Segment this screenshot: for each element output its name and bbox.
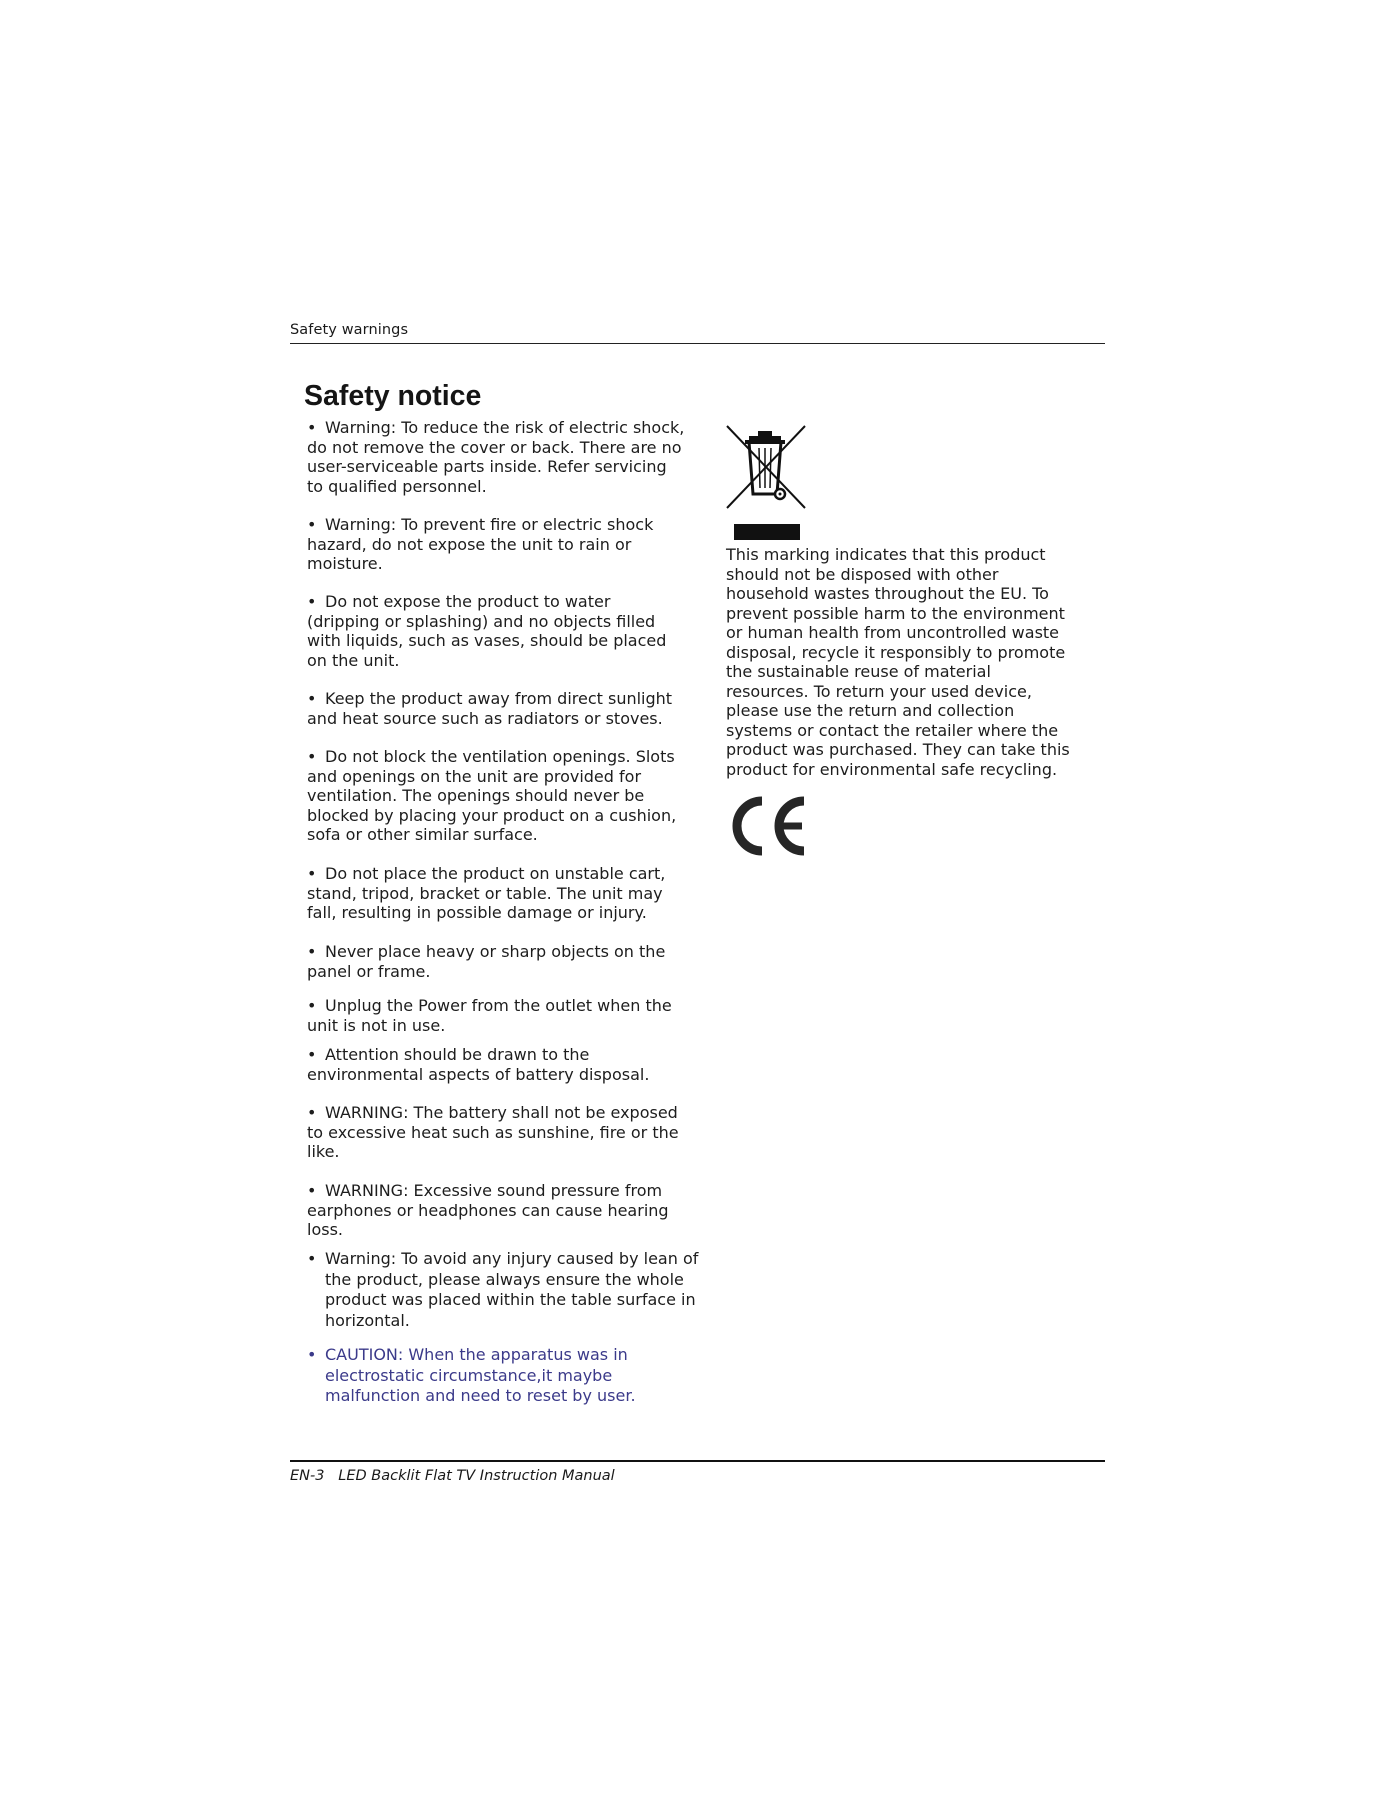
notice-text: Warning: To avoid any injury caused by lean of the product, please always ensure the whole product was placed within the table surface in horizontal. bbox=[325, 1249, 699, 1330]
notice-item bbox=[307, 1103, 687, 1162]
notice-item bbox=[307, 942, 687, 981]
page-title: Safety notice bbox=[304, 380, 482, 412]
notice-text: Warning: To reduce the risk of electric shock, do not remove the cover or back. There are no user-serviceable parts inside. Refer servicing to qualified personnel. bbox=[307, 418, 685, 496]
weee-underbar bbox=[734, 524, 800, 540]
notice-item bbox=[307, 515, 687, 574]
notice-text: WARNING: The battery shall not be exposed to excessive heat such as sunshine, fire or the like. bbox=[307, 1103, 679, 1161]
notice-text: Attention should be drawn to the environmental aspects of battery disposal. bbox=[307, 1045, 650, 1084]
bullet-icon: • bbox=[307, 942, 317, 961]
bullet-icon: • bbox=[307, 747, 317, 766]
notice-text: WARNING: Excessive sound pressure from earphones or headphones can cause hearing loss. bbox=[307, 1181, 669, 1239]
notice-text: Warning: To prevent fire or electric shock hazard, do not expose the unit to rain or moisture. bbox=[307, 515, 654, 573]
bullet-icon: • bbox=[307, 515, 317, 534]
notice-item bbox=[307, 418, 687, 496]
manual-title: LED Backlit Flat TV Instruction Manual bbox=[338, 1468, 615, 1484]
notice-text: Keep the product away from direct sunlight and heat source such as radiators or stoves. bbox=[307, 689, 673, 728]
notice-text: Do not block the ventilation openings. Slots and openings on the unit are provided for ventilation. The openings should never be blocked by placing your product on a cushion, sofa or other similar surface. bbox=[307, 747, 677, 844]
bullet-icon: • bbox=[307, 592, 317, 611]
bullet-icon: • bbox=[307, 1103, 317, 1122]
ce-mark-icon bbox=[732, 795, 816, 857]
notice-item bbox=[307, 996, 687, 1035]
running-head: Safety warnings bbox=[290, 322, 409, 338]
notice-item bbox=[307, 689, 687, 728]
notice-text: Unplug the Power from the outlet when the unit is not in use. bbox=[307, 996, 672, 1035]
bullet-icon: • bbox=[307, 1181, 317, 1200]
bullet-icon: • bbox=[307, 689, 317, 708]
notice-item-caution bbox=[307, 1345, 705, 1407]
header-rule bbox=[290, 343, 1105, 344]
bullet-icon: • bbox=[307, 1249, 317, 1268]
notice-text: Do not place the product on unstable cart, stand, tripod, bracket or table. The unit may fall, resulting in possible damage or injury. bbox=[307, 864, 666, 922]
bullet-icon: • bbox=[307, 864, 317, 883]
crossed-out-wheelie-bin-icon bbox=[725, 424, 807, 510]
notice-text: Never place heavy or sharp objects on the panel or frame. bbox=[307, 942, 666, 981]
footer bbox=[290, 1468, 615, 1484]
footer-rule bbox=[290, 1460, 1105, 1462]
page-number: EN-3 bbox=[290, 1468, 325, 1484]
notice-item bbox=[307, 592, 687, 670]
bullet-icon: • bbox=[307, 1345, 317, 1364]
bullet-icon: • bbox=[307, 996, 317, 1015]
notice-item bbox=[307, 1045, 687, 1084]
notice-item bbox=[307, 864, 687, 923]
notice-item bbox=[307, 1181, 687, 1240]
notice-item bbox=[307, 747, 687, 845]
notice-item bbox=[307, 1249, 705, 1331]
bullet-icon: • bbox=[307, 418, 317, 437]
notice-text: Do not expose the product to water (dripping or splashing) and no objects filled with liquids, such as vases, should be placed on the unit. bbox=[307, 592, 667, 670]
notice-text: CAUTION: When the apparatus was in electrostatic circumstance,it maybe malfunction and need to reset by user. bbox=[325, 1345, 636, 1405]
bullet-icon: • bbox=[307, 1045, 317, 1064]
weee-notice: This marking indicates that this product should not be disposed with other household wastes throughout the EU. To prevent possible harm to the environment or human health from uncontrolled waste disposal, recycle it responsibly to promote the sustainable reuse of material resources. To return your used device, please use the return and collection systems or contact the retailer where the product was purchased. They can take this product for environmental safe recycling. bbox=[726, 545, 1070, 779]
